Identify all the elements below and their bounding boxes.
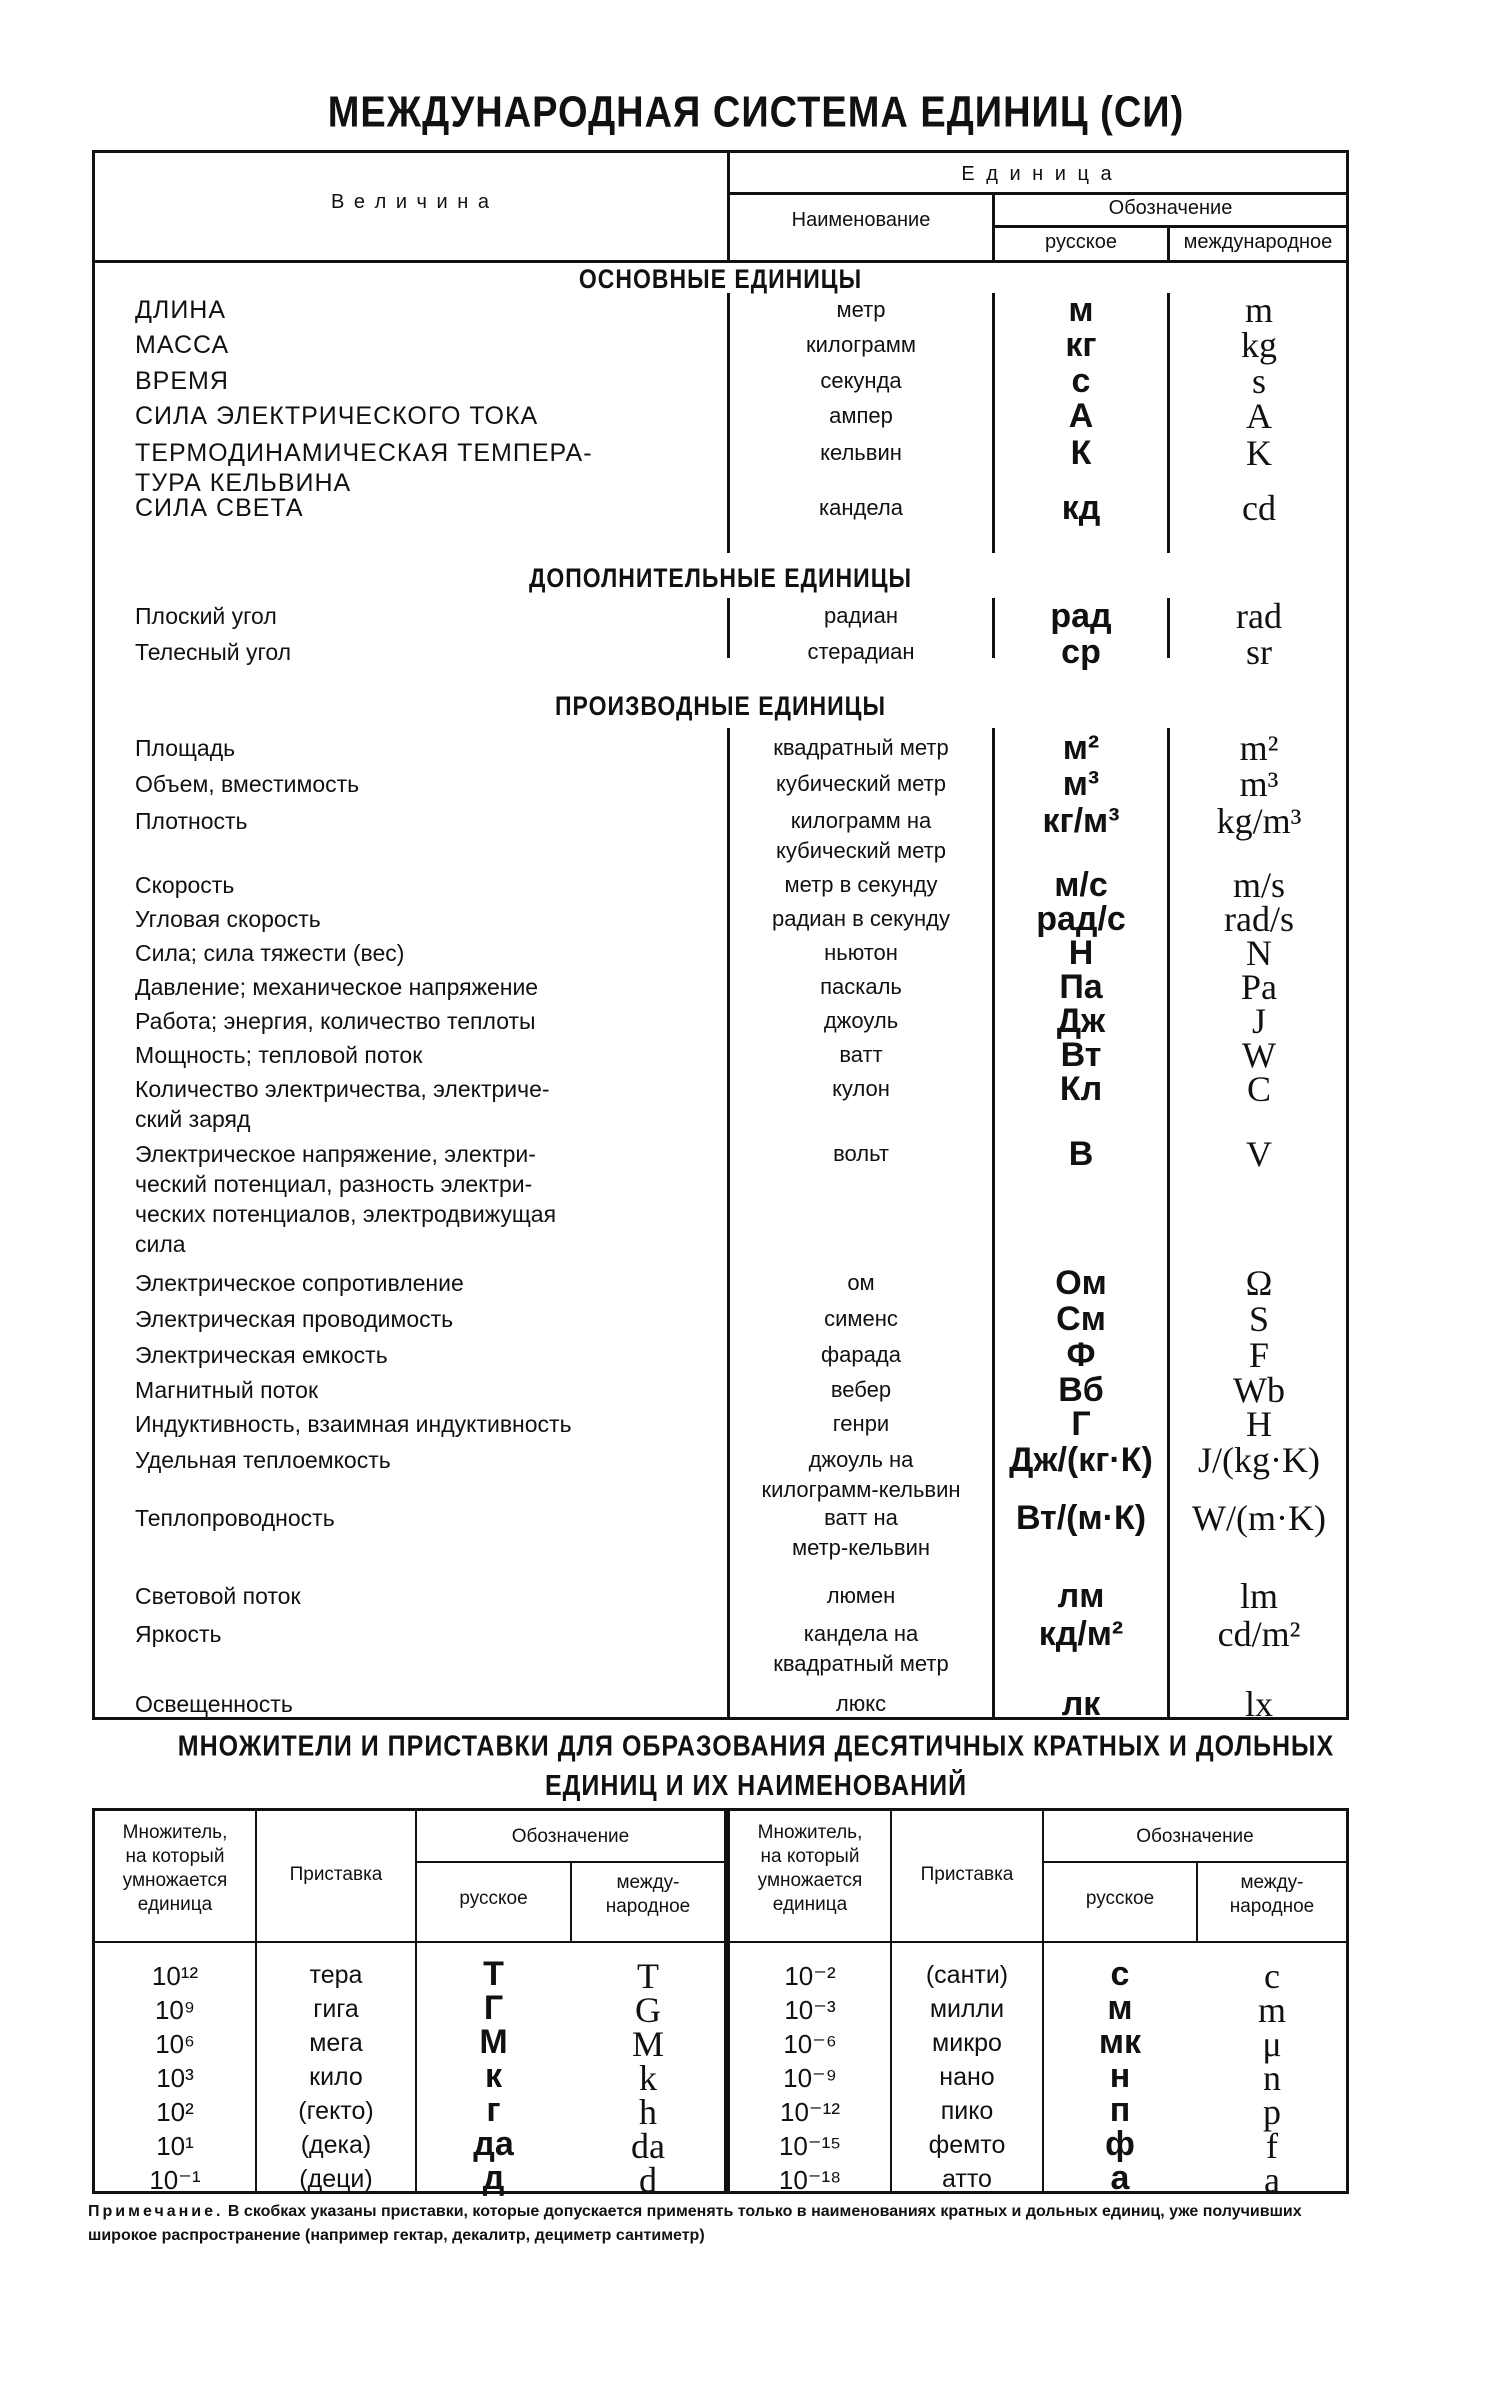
header-factor: Множитель, на который умножается единица (757, 1822, 863, 1915)
symbol-international: W (1242, 1035, 1276, 1075)
symbol-international: lm (1239, 1576, 1278, 1616)
unit-name: люмен (826, 1583, 896, 1608)
quantity-name: ТЕРМОДИНАМИЧЕСКАЯ ТЕМПЕРА- ТУРА КЕЛЬВИНА (135, 439, 593, 497)
unit-name: радиан (824, 603, 898, 628)
prefix-name: (деци) (299, 2165, 373, 2193)
header-quantity: В е л и ч и н а (331, 191, 491, 213)
quantity-name: Сила; сила тяжести (вес) (135, 940, 405, 966)
symbol-russian: кг (1065, 326, 1097, 364)
header-russian: русское (459, 1888, 528, 1909)
unit-name: джоуль (823, 1008, 899, 1033)
factor-value: 10⁻¹² (780, 2097, 840, 2127)
prefix-symbol-russian: н (1109, 2057, 1131, 2095)
header-unit: Е д и н и ц а (961, 163, 1115, 185)
prefix-symbol-russian: д (482, 2159, 505, 2197)
prefix-symbol-international: d (639, 2160, 657, 2200)
unit-name: паскаль (820, 974, 902, 999)
prefix-symbol-russian: ф (1105, 2125, 1135, 2163)
header-name: Наименование (791, 209, 931, 231)
factor-value: 10¹² (151, 1961, 199, 1991)
quantity-name: Электрическое напряжение, электри- ческий потенциал, разность электри- ческих потенциалов, электродвижущая сила (135, 1141, 557, 1257)
section-derived: ПРОИЗВОДНЫЕ ЕДИНИЦЫ (555, 690, 886, 721)
symbol-russian: Дж (1056, 1002, 1106, 1040)
symbol-russian: с (1071, 362, 1091, 400)
unit-name: метр (836, 297, 886, 322)
unit-name: ватт (839, 1042, 883, 1067)
prefix-symbol-international: c (1264, 1956, 1280, 1996)
prefix-name: (санти) (925, 1961, 1009, 1989)
quantity-name: Плотность (135, 808, 248, 834)
quantity-name: Плоский угол (135, 603, 277, 629)
symbol-russian: Кл (1059, 1070, 1103, 1108)
symbol-international: A (1246, 396, 1272, 436)
prefix-symbol-international: k (639, 2058, 657, 2098)
prefix-name: атто (942, 2165, 992, 2193)
quantity-name: Электрическое сопротивление (135, 1270, 464, 1296)
prefix-name: милли (929, 1995, 1005, 2023)
unit-name: килограмм (806, 332, 916, 357)
symbol-international: N (1246, 933, 1272, 973)
symbol-international: lx (1244, 1684, 1273, 1724)
prefix-name: нано (939, 2063, 995, 2091)
symbol-russian: Г (1071, 1405, 1091, 1443)
factor-value: 10¹ (156, 2131, 194, 2161)
prefix-symbol-international: a (1264, 2160, 1280, 2200)
prefix-name: фемто (928, 2131, 1006, 2159)
divider (992, 293, 995, 553)
quantity-name: Мощность; тепловой поток (135, 1042, 423, 1068)
si-units-table (92, 150, 1349, 1724)
divider (727, 598, 730, 658)
prefix-symbol-international: T (637, 1956, 659, 1996)
header-factor: Множитель, на который умножается единица (122, 1822, 228, 1915)
prefix-symbol-international: m (1257, 1990, 1286, 2030)
unit-name: ом (847, 1270, 875, 1295)
prefix-symbol-russian: Т (483, 1955, 504, 1993)
symbol-international: kg (1241, 325, 1277, 365)
header-international: между- народное (1229, 1872, 1315, 1917)
header-symbol: Обозначение (1136, 1826, 1254, 1847)
prefix-symbol-russian: г (486, 2091, 501, 2129)
symbol-international: H (1246, 1404, 1272, 1444)
unit-name: кулон (832, 1076, 890, 1101)
prefix-name: пико (940, 2097, 994, 2125)
prefix-symbol-international: da (631, 2126, 665, 2166)
symbol-international: C (1246, 1069, 1271, 1109)
symbol-international: kg/m³ (1216, 801, 1302, 841)
unit-name: секунда (820, 368, 902, 393)
divider (1167, 598, 1170, 658)
symbol-russian: м/с (1054, 866, 1108, 904)
prefix-name: гига (313, 1995, 359, 2023)
symbol-russian: К (1070, 434, 1092, 472)
unit-name: квадратный метр (773, 735, 949, 760)
header-symbol: Обозначение (511, 1826, 630, 1847)
symbol-russian: В (1068, 1135, 1094, 1173)
unit-name: кельвин (820, 440, 902, 465)
symbol-international: m/s (1232, 865, 1285, 905)
symbol-international: Ω (1245, 1263, 1273, 1303)
symbol-international: rad/s (1224, 899, 1294, 939)
symbol-russian: Н (1068, 934, 1094, 972)
symbol-international: W/(m·K) (1192, 1498, 1326, 1538)
quantity-name: Скорость (135, 872, 235, 898)
quantity-name: СИЛА ЭЛЕКТРИЧЕСКОГО ТОКА (135, 402, 539, 430)
symbol-international: Pa (1241, 967, 1277, 1007)
symbol-international: J (1251, 1001, 1266, 1041)
prefix-name: (дека) (300, 2131, 372, 2159)
symbol-russian: Дж/(кг·К) (1009, 1441, 1153, 1479)
divider (727, 728, 730, 1719)
symbol-international: m (1244, 290, 1273, 330)
unit-name: ватт на метр-кельвин (791, 1505, 931, 1560)
prefix-name: мега (309, 2029, 363, 2057)
quantity-name: СИЛА СВЕТА (135, 494, 304, 522)
quantity-name: Давление; механическое напряжение (135, 974, 539, 1000)
symbol-russian: лк (1061, 1685, 1101, 1723)
factor-value: 10⁻¹ (149, 2165, 201, 2195)
prefix-table-multiples (92, 1808, 727, 2200)
unit-name: радиан в секунду (772, 906, 950, 931)
unit-name: ньютон (824, 940, 898, 965)
symbol-russian: лм (1057, 1577, 1105, 1615)
factor-value: 10⁹ (154, 1995, 196, 2025)
symbol-russian: Вт (1060, 1036, 1102, 1074)
factor-value: 10⁶ (155, 2029, 195, 2059)
unit-name: вольт (833, 1141, 889, 1166)
symbol-russian: рад/с (1036, 900, 1126, 938)
unit-name: килограмм на кубический метр (776, 808, 946, 863)
header-prefix: Приставка (920, 1864, 1014, 1885)
prefix-title-text: МНОЖИТЕЛИ И ПРИСТАВКИ ДЛЯ ОБРАЗОВАНИЯ ДЕСЯТИЧНЫХ КРАТНЫХ И ДОЛЬНЫХ ЕДИНИЦ И ИХ НАИМЕНОВАНИЙ (177, 1730, 1335, 1802)
prefix-symbol-international: n (1263, 2058, 1281, 2098)
quantity-name: Телесный угол (135, 639, 292, 665)
unit-name: фарада (821, 1342, 901, 1367)
header-international: между- народное (605, 1872, 691, 1917)
quantity-name: МАССА (135, 331, 230, 359)
prefix-symbol-russian: с (1110, 1955, 1130, 1993)
unit-name: кандела (819, 495, 903, 520)
symbol-international: F (1248, 1335, 1270, 1375)
symbol-international: J/(kg·K) (1198, 1440, 1320, 1480)
divider (1042, 1861, 1346, 1863)
quantity-name: Освещенность (135, 1691, 293, 1717)
symbol-russian: Вб (1058, 1371, 1104, 1409)
prefix-symbol-russian: а (1110, 2159, 1130, 2197)
divider (727, 192, 1346, 195)
quantity-name: Площадь (135, 735, 236, 761)
symbol-russian: См (1056, 1300, 1106, 1338)
prefix-symbol-international: M (631, 2024, 664, 2064)
factor-value: 10⁻¹⁵ (778, 2131, 842, 2161)
factor-value: 10³ (156, 2063, 194, 2093)
divider (992, 225, 1346, 228)
symbol-russian: кд/м² (1038, 1615, 1124, 1653)
symbol-russian: кд (1061, 489, 1101, 527)
prefix-symbol-international: f (1266, 2126, 1278, 2166)
prefix-symbol-russian: м (1107, 1989, 1133, 2027)
symbol-international: s (1251, 361, 1266, 401)
symbol-international: K (1246, 433, 1272, 473)
divider (95, 1941, 724, 1943)
symbol-international: rad (1236, 596, 1282, 636)
factor-value: 10⁻² (784, 1961, 836, 1991)
symbol-russian: кг/м³ (1042, 802, 1120, 840)
prefix-name: тера (309, 1961, 363, 1989)
symbol-russian: ср (1061, 633, 1101, 671)
factor-value: 10⁻¹⁸ (778, 2165, 842, 2195)
unit-name: метр в секунду (784, 872, 938, 897)
quantity-name: Электрическая емкость (135, 1342, 388, 1368)
prefix-symbol-international: p (1263, 2092, 1281, 2132)
quantity-name: Объем, вместимость (135, 771, 360, 797)
header-symbol: Обозначение (1108, 197, 1233, 219)
quantity-name: Теплопроводность (135, 1505, 335, 1531)
unit-name: сименс (824, 1306, 898, 1331)
symbol-international: V (1246, 1134, 1272, 1174)
factor-value: 10⁻³ (784, 1995, 836, 2025)
quantity-name: Работа; энергия, количество теплоты (135, 1008, 536, 1034)
quantity-name: Угловая скорость (135, 906, 321, 932)
prefix-name: кило (309, 2063, 363, 2091)
divider (992, 598, 995, 658)
symbol-russian: Вт/(м·К) (1015, 1499, 1147, 1537)
symbol-russian: Ф (1066, 1336, 1096, 1374)
prefix-symbol-russian: к (484, 2057, 503, 2095)
divider (95, 260, 1346, 263)
symbol-russian: м³ (1062, 765, 1100, 803)
divider (415, 1861, 724, 1863)
divider (992, 728, 995, 1719)
section-base: ОСНОВНЫЕ ЕДИНИЦЫ (578, 263, 863, 294)
factor-value: 10² (156, 2097, 194, 2127)
unit-name: генри (832, 1411, 890, 1436)
unit-name: кубический метр (776, 771, 946, 796)
section-supplementary: ДОПОЛНИТЕЛЬНЫЕ ЕДИНИЦЫ (528, 562, 913, 593)
header-prefix: Приставка (289, 1864, 383, 1885)
quantity-name: Яркость (135, 1621, 222, 1647)
symbol-russian: Ом (1055, 1264, 1107, 1302)
factor-value: 10⁻⁹ (783, 2063, 837, 2093)
prefix-table-title (0, 1727, 1512, 1805)
quantity-name: Электрическая проводимость (135, 1306, 454, 1332)
divider (730, 1941, 1346, 1943)
symbol-international: m² (1239, 728, 1279, 768)
prefix-symbol-russian: М (479, 2023, 508, 2061)
symbol-russian: Па (1059, 968, 1103, 1006)
prefix-name: (гекто) (298, 2097, 374, 2125)
quantity-name: Магнитный поток (135, 1377, 319, 1403)
quantity-name: Количество электричества, электриче- ский заряд (135, 1076, 550, 1132)
quantity-name: ДЛИНА (135, 296, 227, 324)
page-title: МЕЖДУНАРОДНАЯ СИСТЕМА ЕДИНИЦ (СИ) (327, 88, 1185, 138)
prefix-symbol-russian: п (1109, 2091, 1131, 2129)
symbol-international: Wb (1233, 1370, 1285, 1410)
header-international: международное (1183, 231, 1333, 253)
factor-value: 10⁻⁶ (783, 2029, 837, 2059)
unit-name: люкс (835, 1691, 887, 1716)
quantity-name: Удельная теплоемкость (135, 1447, 391, 1473)
header-russian: русское (1085, 1888, 1155, 1909)
unit-name: джоуль на килограмм-кельвин (761, 1447, 961, 1502)
unit-name: вебер (830, 1377, 892, 1402)
prefix-symbol-international: h (639, 2092, 657, 2132)
symbol-international: cd/m² (1217, 1614, 1301, 1654)
prefix-symbol-russian: мк (1098, 2023, 1142, 2061)
symbol-russian: м² (1062, 729, 1100, 767)
prefix-symbol-russian: да (473, 2125, 514, 2163)
symbol-international: cd (1242, 488, 1276, 528)
symbol-russian: м (1068, 291, 1094, 329)
divider (1167, 293, 1170, 553)
header-russian: русское (1045, 231, 1117, 253)
quantity-name: ВРЕМЯ (135, 367, 229, 395)
symbol-russian: рад (1050, 597, 1112, 635)
footnote (88, 2200, 1353, 2248)
prefix-symbol-russian: Г (483, 1989, 504, 2027)
prefix-symbol-international: G (635, 1990, 661, 2030)
unit-name: ампер (829, 403, 893, 428)
symbol-international: sr (1246, 632, 1272, 672)
footnote-text: В скобках указаны приставки, которые допускается применять только в наименованиях кратных и дольных единиц, уже получивших широкое распространение (например гектар, декалитр, дециметр сантиметр) (88, 2203, 1302, 2244)
divider (727, 293, 730, 553)
quantity-name: Индуктивность, взаимная индуктивность (135, 1411, 572, 1437)
footnote-label: Примечание. (88, 2203, 224, 2220)
symbol-international: S (1248, 1299, 1270, 1339)
unit-name: стерадиан (807, 639, 915, 664)
prefix-name: микро (932, 2029, 1002, 2057)
quantity-name: Световой поток (135, 1583, 301, 1609)
symbol-international: m³ (1239, 764, 1279, 804)
symbol-russian: А (1068, 397, 1094, 435)
unit-name: кандела на квадратный метр (773, 1621, 949, 1676)
prefix-table-submultiples (727, 1808, 1349, 2200)
prefix-symbol-international: μ (1262, 2024, 1282, 2064)
divider (1167, 728, 1170, 1719)
